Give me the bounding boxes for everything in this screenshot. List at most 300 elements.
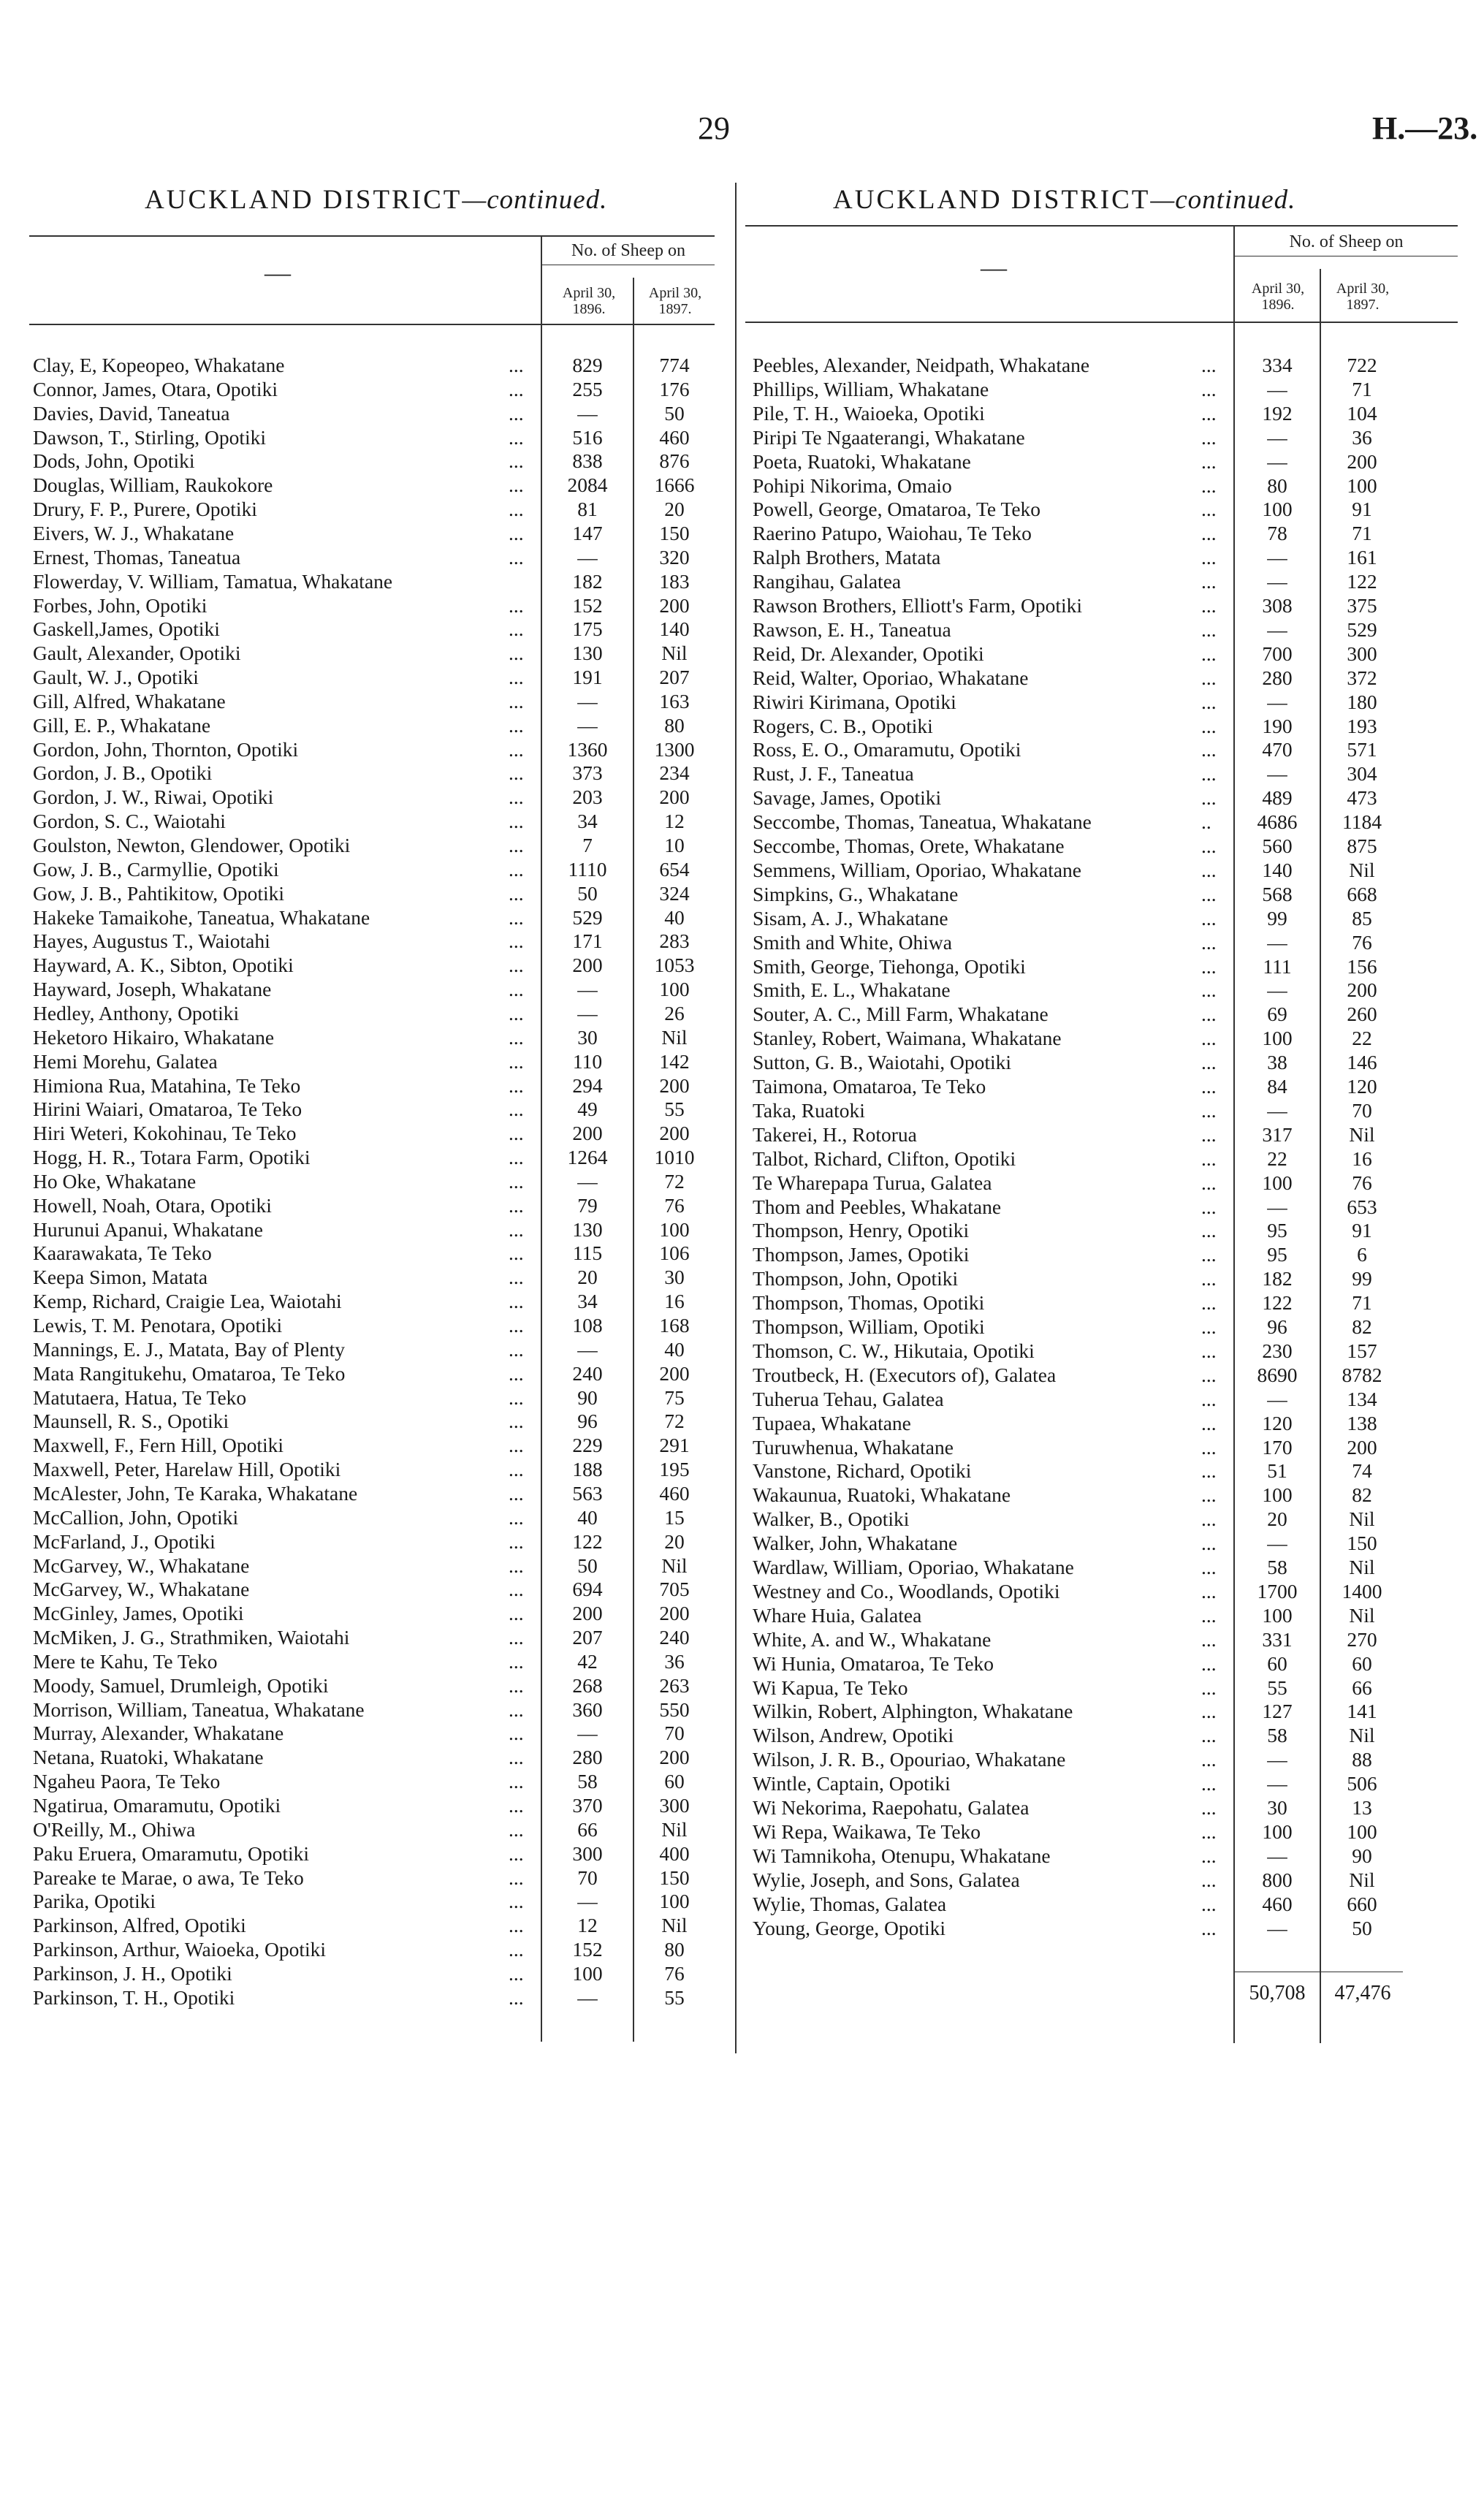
sheep-1897: 76 <box>664 1961 685 1985</box>
sheep-1897: 207 <box>659 666 690 689</box>
sheep-1896: 122 <box>572 1529 603 1553</box>
sheep-1897: 473 <box>1347 786 1377 810</box>
leader-dots: ... <box>1201 1556 1217 1578</box>
leader-dots: ... <box>509 1410 524 1433</box>
sheep-1896: 20 <box>577 1266 598 1289</box>
sheep-1896: — <box>1267 425 1287 449</box>
owner-name: Wilson, Andrew, Opotiki <box>753 1724 954 1747</box>
sheep-1896: 60 <box>1267 1651 1287 1675</box>
leader-dots: ... <box>509 1578 524 1601</box>
owner-name: Heketoro Hikairo, Whakatane <box>33 1025 275 1049</box>
owner-name: Gill, E. P., Whakatane <box>33 713 211 737</box>
table-row <box>33 1937 716 1961</box>
sheep-1897: 571 <box>1347 738 1377 761</box>
owner-name: Gow, J. B., Pahtikitow, Opotiki <box>33 881 285 905</box>
right-col2-header: April 30, 1897. <box>1336 281 1390 313</box>
sheep-1897: 668 <box>1347 882 1377 905</box>
table-row <box>33 1913 716 1937</box>
sheep-1896: — <box>1267 930 1287 954</box>
table-row <box>33 1025 716 1049</box>
table-row <box>33 1001 716 1025</box>
sheep-1897: 76 <box>1352 1171 1372 1194</box>
table-row <box>753 1603 1458 1627</box>
owner-name: Thomson, C. W., Hikutaia, Opotiki <box>753 1339 1035 1362</box>
owner-name: Piripi Te Ngaaterangi, Whakatane <box>753 425 1025 449</box>
table-row <box>753 1651 1458 1676</box>
sheep-1897: 550 <box>659 1697 690 1721</box>
table-row <box>753 1627 1458 1651</box>
sheep-1897: 100 <box>659 1890 690 1913</box>
sheep-1897: 80 <box>664 713 685 737</box>
owner-name: Wilson, J. R. B., Opouriao, Whakatane <box>753 1748 1066 1771</box>
owner-name: Douglas, William, Raukokore <box>33 474 273 497</box>
owner-name: Pohipi Nikorima, Omaio <box>753 474 952 497</box>
left-title <box>145 184 607 216</box>
sheep-1896: 568 <box>1262 882 1293 905</box>
owner-name: Hurunui Apanui, Whakatane <box>33 1217 263 1241</box>
right-sheep-header: No. of Sheep on <box>1289 232 1404 251</box>
table-row <box>33 1145 716 1169</box>
table-row <box>753 1916 1458 1940</box>
sheep-1897: 260 <box>1347 1003 1377 1026</box>
leader-dots: ... <box>509 1193 524 1217</box>
owner-name: McMiken, J. G., Strathmiken, Waiotahi <box>33 1626 350 1649</box>
sheep-1897: 660 <box>1347 1892 1377 1915</box>
leader-dots: ... <box>509 1146 524 1169</box>
sheep-1897: 168 <box>659 1314 690 1337</box>
sheep-1897: 55 <box>664 1985 685 2009</box>
sheep-1897: 6 <box>1357 1243 1367 1266</box>
sheep-1897: 183 <box>659 569 690 593</box>
table-row <box>33 1289 716 1313</box>
sheep-1896: 122 <box>1262 1291 1293 1315</box>
sheep-1897: 104 <box>1347 401 1377 425</box>
table-row <box>753 1218 1458 1242</box>
leader-dots: ... <box>1201 354 1217 376</box>
table-row <box>33 1985 716 2010</box>
sheep-1897: 75 <box>664 1385 685 1409</box>
leader-dots: ... <box>509 834 524 856</box>
owner-name: Hiri Weteri, Kokohinau, Te Teko <box>33 1122 297 1145</box>
sheep-1896: 334 <box>1262 354 1293 376</box>
leader-dots: ... <box>509 1554 524 1577</box>
sheep-1896: 38 <box>1267 1051 1287 1074</box>
owner-name: Turuwhenua, Whakatane <box>753 1435 954 1459</box>
table-row <box>753 569 1458 593</box>
owner-name: Wi Tamnikoha, Otenupu, Whakatane <box>753 1844 1051 1867</box>
left-name-header: — <box>265 258 291 287</box>
owner-name: Gordon, J. W., Riwai, Opotiki <box>33 786 274 809</box>
sheep-1896: 58 <box>1267 1556 1287 1578</box>
sheep-1896: 255 <box>572 377 603 400</box>
leader-dots: ... <box>509 1434 524 1457</box>
table-row <box>753 810 1458 834</box>
sheep-1896: 203 <box>572 786 603 809</box>
sheep-1897: 774 <box>659 354 690 376</box>
sheep-1896: — <box>577 1001 598 1024</box>
leader-dots: ... <box>509 1169 524 1193</box>
leader-dots: ... <box>1201 1122 1217 1146</box>
sheep-1896: 100 <box>1262 1027 1293 1050</box>
sheep-1897: 141 <box>1347 1700 1377 1723</box>
leader-dots: ... <box>1201 1796 1217 1819</box>
owner-name: Connor, James, Otara, Opotiki <box>33 377 278 400</box>
sheep-1896: 96 <box>577 1410 598 1433</box>
sheep-1896: 200 <box>572 1602 603 1625</box>
owner-name: Mata Rangitukehu, Omataroa, Te Teko <box>33 1361 346 1385</box>
leader-dots: ... <box>1201 762 1217 786</box>
owner-name: Gill, Alfred, Whakatane <box>33 689 226 712</box>
owner-name: Gow, J. B., Carmyllie, Opotiki <box>33 857 279 881</box>
sheep-1896: — <box>1267 1387 1287 1410</box>
leader-dots: ... <box>1201 1483 1217 1507</box>
sheep-1897: Nil <box>661 642 688 665</box>
table-row <box>33 1241 716 1265</box>
leader-dots: ... <box>509 713 524 737</box>
sheep-1897: 142 <box>659 1049 690 1073</box>
table-row <box>33 1649 716 1673</box>
leader-dots: ... <box>1201 1363 1217 1386</box>
table-row <box>33 905 716 929</box>
owner-name: Sutton, G. B., Waiotahi, Opotiki <box>753 1051 1012 1074</box>
owner-name: Wylie, Thomas, Galatea <box>753 1892 947 1915</box>
sheep-1896: 4686 <box>1257 810 1298 834</box>
sheep-1896: 81 <box>577 498 598 521</box>
owner-name: Smith and White, Ohiwa <box>753 930 952 954</box>
owner-name: Savage, James, Opotiki <box>753 786 942 810</box>
table-row <box>33 353 716 377</box>
table-row <box>33 1169 716 1193</box>
sheep-1896: 78 <box>1267 522 1287 545</box>
leader-dots: ... <box>1201 1676 1217 1699</box>
sheep-1897: 71 <box>1352 377 1372 400</box>
table-row <box>753 978 1458 1002</box>
owner-name: Ernest, Thomas, Taneatua <box>33 545 241 569</box>
owner-name: McGinley, James, Opotiki <box>33 1602 244 1625</box>
table-row <box>33 1193 716 1217</box>
table-row <box>33 1385 716 1410</box>
sheep-1897: Nil <box>661 1554 688 1577</box>
sheep-1897: 50 <box>1352 1916 1372 1939</box>
table-row <box>753 882 1458 906</box>
sheep-1896: 516 <box>572 425 603 449</box>
sheep-1896: 12 <box>577 1914 598 1937</box>
leader-dots: ... <box>1201 1844 1217 1867</box>
sheep-1897: Nil <box>1349 1868 1375 1891</box>
sheep-1896: 152 <box>572 593 603 617</box>
sheep-1897: 157 <box>1347 1339 1377 1362</box>
sheep-1896: 69 <box>1267 1003 1287 1026</box>
leader-dots: ... <box>509 1938 524 1961</box>
table-row <box>753 1868 1458 1892</box>
table-row <box>33 449 716 473</box>
sheep-1897: 200 <box>659 593 690 617</box>
table-row <box>753 1242 1458 1266</box>
leader-dots: ... <box>509 881 524 905</box>
sheep-1896: 108 <box>572 1314 603 1337</box>
leader-dots: ... <box>1201 714 1217 737</box>
leader-dots: ... <box>1201 1651 1217 1675</box>
sheep-1896: 800 <box>1262 1868 1293 1891</box>
sheep-1896: 80 <box>1267 474 1287 497</box>
leader-dots: ... <box>509 1770 524 1793</box>
sheep-1897: 71 <box>1352 522 1372 545</box>
leader-dots: ... <box>509 786 524 809</box>
sheep-1897: 120 <box>1347 1075 1377 1098</box>
owner-name: Dawson, T., Stirling, Opotiki <box>33 425 267 449</box>
sheep-1897: 200 <box>1347 449 1377 473</box>
sheep-1897: 150 <box>659 521 690 544</box>
table-row <box>33 953 716 977</box>
leader-dots: ... <box>1201 1411 1217 1434</box>
table-row <box>33 1577 716 1601</box>
leader-dots: ... <box>1201 1820 1217 1843</box>
owner-name: Tupaea, Whakatane <box>753 1411 911 1434</box>
sheep-1897: 1666 <box>654 474 695 497</box>
sheep-1897: 200 <box>659 786 690 809</box>
owner-name: Semmens, William, Oporiao, Whakatane <box>753 858 1081 881</box>
table-row <box>753 690 1458 714</box>
sheep-1897: 1400 <box>1342 1579 1382 1603</box>
table-row <box>33 929 716 953</box>
table-row <box>33 785 716 809</box>
right-title-main: AUCKLAND DISTRICT <box>833 185 1151 215</box>
sheep-1896: 140 <box>1262 858 1293 881</box>
table-row <box>753 1531 1458 1555</box>
sheep-1896: 300 <box>572 1841 603 1865</box>
sheep-1897: 90 <box>1352 1844 1372 1867</box>
leader-dots: ... <box>509 1505 524 1529</box>
leader-dots: ... <box>1201 1075 1217 1098</box>
sheep-1897: 76 <box>664 1193 685 1217</box>
table-row <box>753 1147 1458 1171</box>
leader-dots: ... <box>509 354 524 376</box>
owner-name: Dods, John, Opotiki <box>33 449 195 473</box>
sheep-1897: 20 <box>664 1529 685 1553</box>
sheep-1897: 400 <box>659 1841 690 1865</box>
sheep-1896: 55 <box>1267 1676 1287 1699</box>
sheep-1896: 182 <box>1262 1267 1293 1290</box>
table-row <box>33 521 716 545</box>
table-row <box>753 1026 1458 1050</box>
table-row <box>33 1313 716 1337</box>
sheep-1896: 147 <box>572 521 603 544</box>
sheep-1896: — <box>1267 377 1287 400</box>
sheep-1896: 100 <box>1262 1820 1293 1843</box>
sheep-1897: 705 <box>659 1578 690 1601</box>
owner-name: Matutaera, Hatua, Te Teko <box>33 1385 247 1409</box>
sheep-1897: 200 <box>659 1361 690 1385</box>
right-title-suffix: —continued. <box>1150 185 1296 215</box>
sheep-1896: — <box>1267 762 1287 786</box>
leader-dots: ... <box>1201 474 1217 497</box>
table-row <box>33 1721 716 1745</box>
sheep-1897: 76 <box>1352 930 1372 954</box>
leader-dots: ... <box>1201 1387 1217 1410</box>
table-row <box>753 353 1458 377</box>
leader-dots: ... <box>509 1337 524 1361</box>
sheep-1897: 654 <box>659 857 690 881</box>
owner-name: Taka, Ruatoki <box>753 1098 865 1122</box>
table-row <box>33 401 716 425</box>
table-row <box>753 1771 1458 1795</box>
sheep-1896: 152 <box>572 1938 603 1961</box>
leader-dots: ... <box>1201 498 1217 521</box>
leader-dots: ... <box>509 1458 524 1481</box>
sheep-1896: — <box>1267 570 1287 593</box>
table-row <box>753 1483 1458 1507</box>
sheep-1897: 240 <box>659 1626 690 1649</box>
sheep-1896: 22 <box>1267 1147 1287 1170</box>
owner-name: Paku Eruera, Omaramutu, Opotiki <box>33 1841 310 1865</box>
sheep-1897: 72 <box>664 1169 685 1193</box>
sheep-1896: 8690 <box>1257 1363 1298 1386</box>
leader-dots: ... <box>1201 690 1217 713</box>
leader-dots: ... <box>509 1602 524 1625</box>
owner-name: Wi Nekorima, Raepohatu, Galatea <box>753 1796 1030 1819</box>
sheep-1897: 36 <box>1352 425 1372 449</box>
leader-dots: ... <box>1201 858 1217 881</box>
sheep-1897: 55 <box>664 1098 685 1121</box>
sheep-1896: 308 <box>1262 594 1293 617</box>
table-row <box>753 521 1458 545</box>
table-row <box>33 1073 716 1098</box>
sheep-1897: 60 <box>1352 1651 1372 1675</box>
sheep-1896: 58 <box>1267 1724 1287 1747</box>
table-row <box>753 1315 1458 1339</box>
sheep-1896: 1110 <box>568 857 607 881</box>
leader-dots: ... <box>1201 546 1217 569</box>
owner-name: Wi Kapua, Te Teko <box>753 1676 908 1699</box>
owner-name: Howell, Noah, Otara, Opotiki <box>33 1193 272 1217</box>
table-row <box>753 593 1458 617</box>
table-row <box>753 761 1458 786</box>
table-row <box>33 833 716 857</box>
leader-dots: ... <box>1201 1171 1217 1194</box>
sheep-1897: 722 <box>1347 354 1377 376</box>
left-title-main: AUCKLAND DISTRICT <box>145 185 463 215</box>
owner-name: Morrison, William, Taneatua, Whakatane <box>33 1697 365 1721</box>
owner-name: Simpkins, G., Whakatane <box>753 882 959 905</box>
owner-name: Kaarawakata, Te Teko <box>33 1242 212 1265</box>
leader-dots: ... <box>509 761 524 785</box>
table-row <box>753 642 1458 666</box>
sheep-1897: 74 <box>1352 1459 1372 1483</box>
sheep-1896: 175 <box>572 617 603 641</box>
sheep-1896: 100 <box>1262 1171 1293 1194</box>
table-row <box>33 1097 716 1121</box>
leader-dots: ... <box>1201 617 1217 641</box>
table-row <box>753 666 1458 690</box>
sheep-1897: 26 <box>664 1001 685 1024</box>
owner-name: Forbes, John, Opotiki <box>33 593 208 617</box>
sheep-1897: 50 <box>664 401 685 425</box>
owner-name: Drury, F. P., Purere, Opotiki <box>33 498 257 521</box>
sheep-1896: 120 <box>1262 1411 1293 1434</box>
table-row <box>753 1074 1458 1098</box>
leader-dots: ... <box>509 1890 524 1913</box>
owner-name: Smith, E. L., Whakatane <box>753 978 951 1002</box>
owner-name: Kemp, Richard, Craigie Lea, Waiotahi <box>33 1290 342 1313</box>
owner-name: Parika, Opotiki <box>33 1890 156 1913</box>
sheep-1897: 304 <box>1347 762 1377 786</box>
sheep-1897: 161 <box>1347 546 1377 569</box>
table-row <box>753 1579 1458 1603</box>
sheep-1897: 106 <box>659 1242 690 1265</box>
sheep-1896: 34 <box>577 810 598 833</box>
owner-name: Thompson, James, Opotiki <box>753 1243 970 1266</box>
sheep-1896: 84 <box>1267 1075 1287 1098</box>
sheep-1897: 70 <box>1352 1098 1372 1122</box>
sheep-1896: 66 <box>577 1817 598 1841</box>
sheep-1897: 85 <box>1352 906 1372 929</box>
table-row <box>33 1049 716 1073</box>
sheep-1897: 460 <box>659 1481 690 1505</box>
table-row <box>33 1745 716 1769</box>
sheep-1897: 60 <box>664 1770 685 1793</box>
leader-dots: ... <box>509 425 524 449</box>
owner-name: Gaskell,James, Opotiki <box>33 617 220 641</box>
sheep-1896: — <box>577 1985 598 2009</box>
sheep-1897: Nil <box>661 1817 688 1841</box>
sheep-1897: Nil <box>1349 1508 1375 1531</box>
table-row <box>753 1555 1458 1579</box>
leader-dots: ... <box>1201 1916 1217 1939</box>
leader-dots: ... <box>509 1673 524 1697</box>
table-row <box>33 1265 716 1289</box>
sheep-1897: 324 <box>659 881 690 905</box>
sheep-1896: 331 <box>1262 1627 1293 1651</box>
table-row <box>33 1361 716 1385</box>
owner-name: Troutbeck, H. (Executors of), Galatea <box>753 1363 1057 1386</box>
sheep-1897: 263 <box>659 1673 690 1697</box>
owner-name: McAlester, John, Te Karaka, Whakatane <box>33 1481 358 1505</box>
sheep-1896: 563 <box>572 1481 603 1505</box>
owner-name: Gordon, John, Thornton, Opotiki <box>33 737 299 761</box>
table-row <box>753 1122 1458 1147</box>
sheep-1897: 13 <box>1352 1796 1372 1819</box>
sheep-1897: 200 <box>659 1073 690 1097</box>
sheep-1896: 79 <box>577 1193 598 1217</box>
leader-dots: ... <box>509 1746 524 1769</box>
sheep-1896: 230 <box>1262 1339 1293 1362</box>
left-title-suffix: —continued. <box>462 185 608 215</box>
owner-name: Thompson, William, Opotiki <box>753 1315 985 1338</box>
sheep-1896: 30 <box>1267 1796 1287 1819</box>
leader-dots: ... <box>509 1529 524 1553</box>
sheep-1897: 200 <box>659 1746 690 1769</box>
sheep-1897: 80 <box>664 1938 685 1961</box>
owner-name: Stanley, Robert, Waimana, Whakatane <box>753 1027 1062 1050</box>
leader-dots: ... <box>509 1985 524 2009</box>
left-table <box>33 353 716 2034</box>
leader-dots: ... <box>1201 1700 1217 1723</box>
page-number: 29 <box>698 110 730 146</box>
table-row <box>753 1820 1458 1844</box>
table-row <box>33 1505 716 1529</box>
owner-name: Poeta, Ruatoki, Whakatane <box>753 449 971 473</box>
sheep-1897: 16 <box>1352 1147 1372 1170</box>
leader-dots: ... <box>509 1385 524 1409</box>
owner-name: Maxwell, Peter, Harelaw Hill, Opotiki <box>33 1458 341 1481</box>
sheep-1897: Nil <box>1349 1603 1375 1627</box>
leader-dots: ... <box>1201 1435 1217 1459</box>
sheep-1896: 130 <box>572 642 603 665</box>
owner-name: Netana, Ruatoki, Whakatane <box>33 1746 264 1769</box>
leader-dots: ... <box>1201 594 1217 617</box>
sheep-1896: 70 <box>577 1866 598 1889</box>
sheep-1897: Nil <box>1349 1724 1375 1747</box>
